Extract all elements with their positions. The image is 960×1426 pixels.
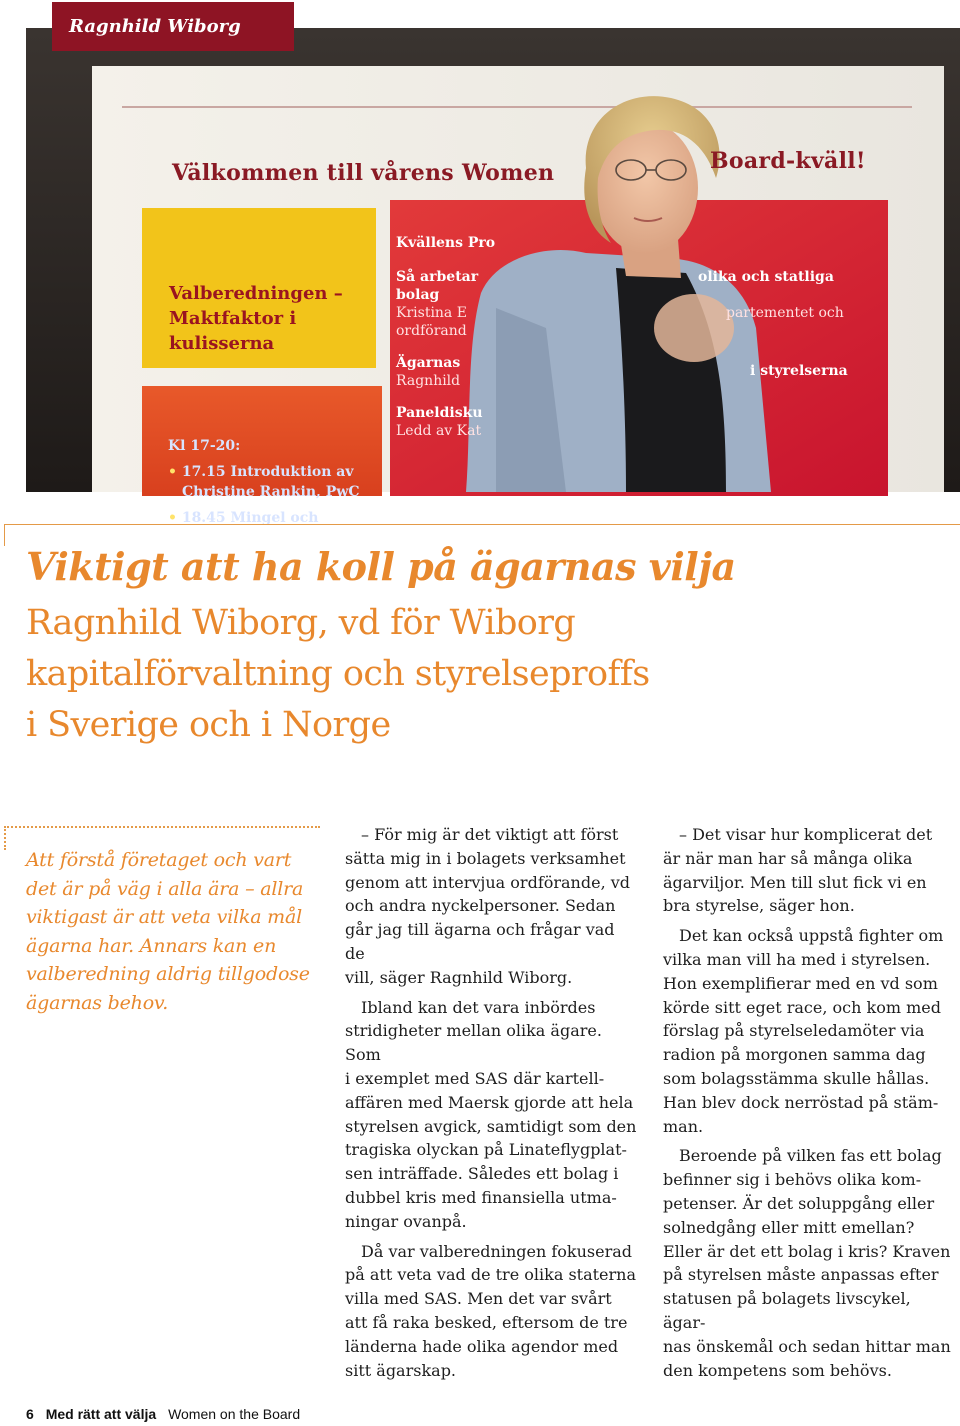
headline: Viktigt att ha koll på ägarnas vilja xyxy=(26,544,736,589)
paragraph: Ibland kan det vara inbördes stridigheter mellan olika ägare. Som i exemplet med SAS där kartell- affären med Maersk gjorde att hela styrelsen avgick, samtidigt som den tragiska olyckan på Linateflygplat- sen inträffade. Således ett bolag i dubbel kris med finansiella utma- ningar ovanpå. xyxy=(345,997,637,1231)
heading-rule xyxy=(4,524,960,546)
slide-program-text: Kvällens Pro Så arbetar bolag Kristina E ordförand Ägarnas Ragnhild Paneldisku Ledd av Kat xyxy=(396,235,496,439)
paragraph: Det kan också uppstå fighter om vilka man vill ha med i styrelsen. Hon exemplifierar med en vd som körde sitt eget race, och kom med förslag på styrelseledamöter via radion på morgonen samma dag som bolagsstämma skulle hållas. Han blev dock nerröstad på stäm- man. xyxy=(663,926,944,1136)
name-tag: Ragnhild Wiborg xyxy=(52,2,294,51)
paragraph: – För mig är det viktigt att först sätta mig in i bolagets verksamhet genom att intervjua ordförande, vd och andra nyckelpersoner. Sedan går jag till ägarna och frågar vad de vill, säger Ragnhild Wiborg. xyxy=(345,825,631,987)
publication-name: Med rätt att välja xyxy=(45,1406,157,1422)
slide-right-text: olika och statliga partementet och i styrelserna xyxy=(698,269,848,379)
pull-quote: Att förstå företaget och vart det är på väg i alla ära – allra viktigast är att veta vilka mål ägarna har. Annars kan en valberedning aldrig tillgodose ägarnas behov. xyxy=(26,849,310,1014)
speaker-photo xyxy=(26,28,960,526)
section-name: Women on the Board xyxy=(168,1406,301,1422)
slide-title: Välkommen till vårens Women Board-kväll! xyxy=(172,148,866,186)
slide-schedule: Kl 17-20: • 17.15 Introduktion av Christine Rankin, PwC • 18.45 Mingel och xyxy=(168,438,360,526)
body-column-1 xyxy=(345,823,639,1388)
page-footer xyxy=(26,1406,308,1426)
subtitle: Ragnhild Wiborg, vd för Wiborg kapitalförvaltning och styrelseproffs i Sverige och i Norge xyxy=(26,603,650,745)
paragraph: – Det visar hur komplicerat det är när man har så många olika ägarviljor. Men till slut fick vi en bra styrelse, säger hon. xyxy=(663,825,933,916)
slide-yellow-box-text: Valberedningen – Maktfaktor i kulisserna xyxy=(169,283,343,354)
body-column-2 xyxy=(663,823,957,1388)
paragraph: Då var valberedningen fokuserad på att veta vad de tre olika staterna villa med SAS. Men det var svårt att få raka besked, eftersom de tre länderna hade olika agendor med sitt ägarskap. xyxy=(345,1241,637,1380)
page-number: 6 xyxy=(26,1406,34,1422)
paragraph: Beroende på vilken fas ett bolag befinner sig i behövs olika kom- petenser. Är det soluppgång eller solnedgång eller mitt emellan? Eller är det ett bolag i kris? Kraven på styrelsen måste anpassas efter statusen på bolagets livscykel, ägar- nas önskemål och sedan hittar man den kompetens som behövs. xyxy=(663,1146,951,1380)
